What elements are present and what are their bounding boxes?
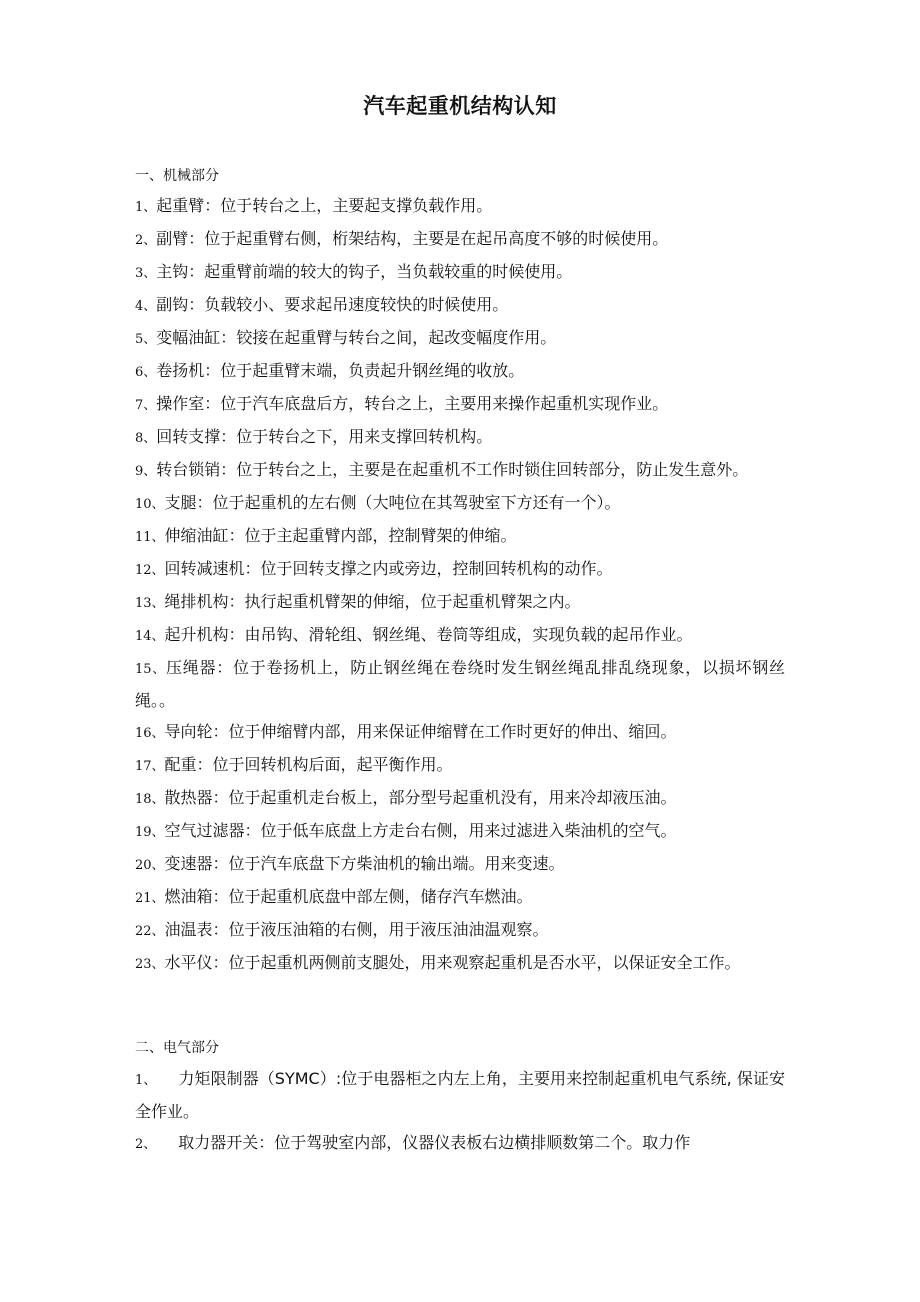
item-text: 回转减速机：位于回转支撑之内或旁边，控制回转机构的动作。: [164, 559, 613, 578]
item-number: 2、: [135, 233, 157, 248]
list-item: [135, 947, 785, 980]
item-text: 散热器：位于起重机走台板上，部分型号起重机没有，用来冷却液压油。: [164, 788, 677, 807]
item-number: 21、: [135, 891, 165, 906]
item-number: 6、: [135, 365, 157, 380]
item-text: 配重：位于回转机构后面，起平衡作用。: [164, 755, 453, 774]
list-item: [135, 586, 785, 619]
item-text: 力矩限制器（SYMC）:位于电器柜之内左上角，主要用来控制起重机电气系统, 保证安全作业。: [135, 1069, 785, 1121]
item-number: 18、: [135, 792, 165, 807]
item-number: 22、: [135, 924, 165, 939]
item-text: 副臂：位于起重臂右侧，桁架结构，主要是在起吊高度不够的时候使用。: [156, 229, 669, 248]
item-text: 起重臂：位于转台之上，主要起支撑负载作用。: [156, 196, 493, 215]
list-item: [135, 749, 785, 782]
list-item: [135, 619, 785, 652]
item-number: 3、: [135, 266, 157, 281]
item-text: 操作室：位于汽车底盘后方，转台之上，主要用来操作起重机实现作业。: [156, 394, 669, 413]
item-text: 燃油箱：位于起重机底盘中部左侧，储存汽车燃油。: [164, 887, 533, 906]
item-number: 4、: [135, 299, 157, 314]
item-number: 23、: [135, 957, 165, 972]
list-item: [135, 1127, 785, 1160]
item-text: 空气过滤器：位于低车底盘上方走台右侧，用来过滤进入柴油机的空气。: [164, 821, 677, 840]
item-number: 2、: [135, 1137, 157, 1152]
list-item: [135, 782, 785, 815]
section-heading-mechanical: 一、机械部分: [135, 168, 219, 184]
item-text: 水平仪：位于起重机两侧前支腿处，用来观察起重机是否水平，以保证安全工作。: [164, 953, 741, 972]
item-number: 16、: [135, 726, 165, 741]
item-number: 1、: [135, 200, 157, 215]
list-item: [135, 520, 785, 553]
item-text: 支腿：位于起重机的左右侧（大吨位在其驾驶室下方还有一个）。: [164, 493, 621, 512]
item-text: 主钩：起重臂前端的较大的钩子，当负载较重的时候使用。: [156, 262, 573, 281]
item-number: 8、: [135, 431, 157, 446]
list-item: [135, 355, 785, 388]
electrical-item-list: [135, 1063, 785, 1160]
item-text: 回转支撑：位于转台之下，用来支撑回转机构。: [156, 427, 493, 446]
item-number: 9、: [135, 464, 157, 479]
item-number: 15、: [135, 662, 167, 677]
item-number: 5、: [135, 332, 157, 347]
item-number: 17、: [135, 759, 165, 774]
item-number: 14、: [135, 629, 165, 644]
item-text: 油温表：位于液压油箱的右侧，用于液压油油温观察。: [164, 920, 549, 939]
item-number: 11、: [135, 530, 165, 545]
item-text: 卷扬机：位于起重臂末端，负责起升钢丝绳的收放。: [156, 361, 525, 380]
item-number: 12、: [135, 563, 165, 578]
list-item: [135, 881, 785, 914]
mechanical-item-list: [135, 190, 785, 980]
list-item: [135, 553, 785, 586]
item-number: 20、: [135, 858, 165, 873]
item-number: 7、: [135, 398, 157, 413]
list-item: [135, 1063, 785, 1127]
document-title: 汽车起重机结构认知: [363, 94, 557, 118]
item-text: 转台锁销：位于转台之上，主要是在起重机不工作时锁住回转部分，防止发生意外。: [156, 460, 749, 479]
item-number: 19、: [135, 825, 165, 840]
item-number: 1、: [135, 1073, 157, 1088]
list-item: [135, 256, 785, 289]
list-item: [135, 815, 785, 848]
section-heading-electrical: 二、电气部分: [135, 1040, 219, 1056]
list-item: [135, 487, 785, 520]
item-number: 10、: [135, 497, 165, 512]
item-text: 导向轮：位于伸缩臂内部，用来保证伸缩臂在工作时更好的伸出、缩回。: [164, 722, 677, 741]
list-item: [135, 652, 785, 716]
item-text: 变幅油缸：铰接在起重臂与转台之间，起改变幅度作用。: [156, 328, 557, 347]
list-item: [135, 454, 785, 487]
item-text: 伸缩油缸：位于主起重臂内部，控制臂架的伸缩。: [164, 526, 517, 545]
list-item: [135, 716, 785, 749]
item-text: 绳排机构：执行起重机臂架的伸缩，位于起重机臂架之内。: [164, 592, 581, 611]
list-item: [135, 388, 785, 421]
list-item: [135, 322, 785, 355]
list-item: [135, 848, 785, 881]
item-text: 取力器开关：位于驾驶室内部，仪器仪表板右边横排顺数第二个。取力作: [178, 1133, 691, 1152]
list-item: [135, 914, 785, 947]
item-text: 副钩：负载较小、要求起吊速度较快的时候使用。: [156, 295, 509, 314]
list-item: [135, 190, 785, 223]
item-number: 13、: [135, 596, 165, 611]
list-item: [135, 223, 785, 256]
list-item: [135, 421, 785, 454]
item-text: 起升机构：由吊钩、滑轮组、钢丝绳、卷筒等组成，实现负载的起吊作业。: [164, 625, 693, 644]
item-text: 压绳器：位于卷扬机上，防止钢丝绳在卷绕时发生钢丝绳乱排乱绕现象，以损坏钢丝绳。。: [135, 658, 785, 710]
item-text: 变速器：位于汽车底盘下方柴油机的输出端。用来变速。: [164, 854, 565, 873]
list-item: [135, 289, 785, 322]
